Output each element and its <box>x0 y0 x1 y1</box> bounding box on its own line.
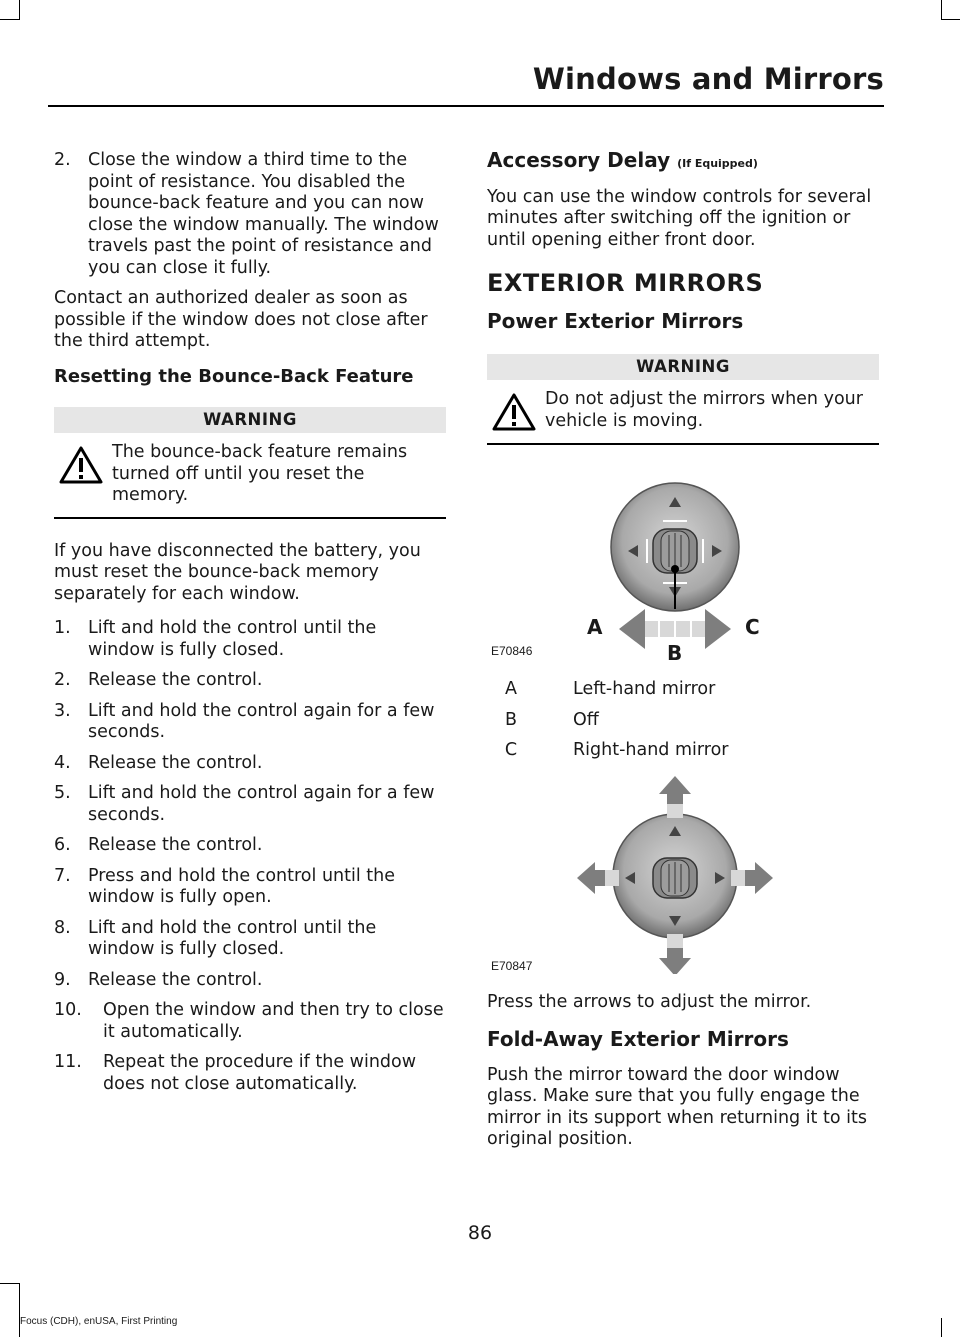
list-item <box>54 753 446 775</box>
fold-away-text: Push the mirror toward the door window glass. Make sure that you fully engage the mirror in its support when returning it to its original position. <box>487 1064 867 1149</box>
header-rule <box>48 105 884 107</box>
crop-mark <box>0 19 20 20</box>
list-text: Press and hold the control until the window is fully open. <box>88 865 395 907</box>
list-text: Lift and hold the control again for a few seconds. <box>88 700 435 742</box>
page-number: 86 <box>467 1222 493 1244</box>
warning-text: Do not adjust the mirrors when your vehicle is moving. <box>545 389 863 431</box>
list-item <box>54 783 446 826</box>
page-title: Windows and Mirrors <box>532 62 884 96</box>
footer-edition: Focus (CDH), enUSA, First Printing <box>20 1316 178 1327</box>
legend-row <box>487 710 879 732</box>
label-b: B <box>667 641 683 665</box>
list-text: Release the control. <box>88 752 263 773</box>
crop-mark <box>19 0 20 20</box>
mirror-selector-figure <box>487 459 879 665</box>
legend-key: C <box>504 740 518 760</box>
crop-mark <box>19 1283 20 1337</box>
label-c: C <box>745 615 760 639</box>
warning-box <box>487 354 879 445</box>
accessory-delay-heading <box>487 150 879 175</box>
legend-row <box>487 740 879 762</box>
list-text: Close the window a third time to the point of resistance. You disabled the bounce-back feature and you can now close the window manually. The window travels past the point of resistance and you can close it fully. <box>88 150 439 278</box>
crop-mark <box>0 1283 20 1284</box>
list-number: 4. <box>54 752 71 773</box>
legend-value: Off <box>573 709 599 730</box>
list-item <box>54 835 446 857</box>
legend-key: A <box>505 679 517 699</box>
list-item <box>54 1000 446 1043</box>
right-column <box>487 150 879 1164</box>
figure-code: E70847 <box>491 958 533 973</box>
label-a: A <box>587 615 603 639</box>
list-number: 11. <box>54 1052 82 1072</box>
crop-mark <box>941 1318 942 1337</box>
warning-title: WARNING <box>487 354 879 380</box>
mirror-adjust-figure <box>487 774 879 974</box>
accessory-delay-text: You can use the window controls for several minutes after switching off the ignition or until opening either front door. <box>487 186 872 250</box>
list-text: Lift and hold the control until the window is fully closed. <box>88 618 377 660</box>
legend-table <box>487 679 879 762</box>
steps-list <box>54 618 446 1095</box>
list-item <box>54 150 446 279</box>
list-text: Release the control. <box>88 670 263 690</box>
warning-title: WARNING <box>54 407 446 433</box>
warning-triangle-icon <box>491 392 537 432</box>
list-number: 3. <box>54 700 71 721</box>
list-text: Release the control. <box>88 835 263 855</box>
list-item <box>54 970 446 992</box>
warning-triangle-icon <box>58 445 104 485</box>
list-number: 9. <box>54 969 71 990</box>
list-number: 8. <box>54 917 71 938</box>
legend-row <box>487 679 879 701</box>
list-text: Open the window and then try to close it automatically. <box>103 1000 444 1042</box>
list-number: 2. <box>54 670 71 690</box>
list-number: 1. <box>54 618 71 638</box>
fold-away-heading: Fold-Away Exterior Mirrors <box>487 1027 789 1051</box>
list-number: 6. <box>54 835 71 855</box>
crop-mark <box>941 19 960 20</box>
list-item <box>54 670 446 692</box>
warning-text: The bounce-back feature remains turned off until you reset the memory. <box>112 442 408 505</box>
list-text: Release the control. <box>88 969 263 990</box>
if-equipped-label: (If Equipped) <box>677 157 758 170</box>
list-item <box>54 618 446 661</box>
left-column <box>54 150 446 1104</box>
legend-value: Right-hand mirror <box>573 740 729 760</box>
mirror-adjust-illustration <box>487 774 879 974</box>
power-mirrors-heading: Power Exterior Mirrors <box>487 308 744 333</box>
list-item <box>54 701 446 744</box>
warning-body <box>487 380 879 445</box>
list-number: 7. <box>54 865 71 886</box>
list-number: 10. <box>54 1000 82 1020</box>
legend-value: Left-hand mirror <box>573 679 716 699</box>
list-item <box>54 1052 446 1095</box>
section-heading: EXTERIOR MIRRORS <box>487 269 764 297</box>
legend-key: B <box>504 709 517 730</box>
list-item <box>54 918 446 961</box>
press-arrows-text: Press the arrows to adjust the mirror. <box>487 991 812 1012</box>
list-text: Repeat the procedure if the window does not close automatically. <box>103 1052 417 1094</box>
subheading-reset: Resetting the Bounce-Back Feature <box>54 365 414 387</box>
list-text: Lift and hold the control again for a few seconds. <box>88 783 435 825</box>
list-number: 5. <box>54 783 71 803</box>
warning-box <box>54 407 446 519</box>
paragraph-contact: Contact an authorized dealer as soon as possible if the window does not close after the third attempt. <box>54 288 428 351</box>
warning-body <box>54 433 446 519</box>
mirror-selector-illustration <box>487 459 879 659</box>
accessory-heading-text: Accessory Delay <box>487 148 671 172</box>
list-item <box>54 866 446 909</box>
paragraph-battery: If you have disconnected the battery, you must reset the bounce-back memory separately for each window. <box>54 540 421 604</box>
crop-mark <box>941 0 942 20</box>
figure-code: E70846 <box>491 644 533 658</box>
list-number: 2. <box>54 150 71 170</box>
list-text: Lift and hold the control until the window is fully closed. <box>88 917 377 959</box>
